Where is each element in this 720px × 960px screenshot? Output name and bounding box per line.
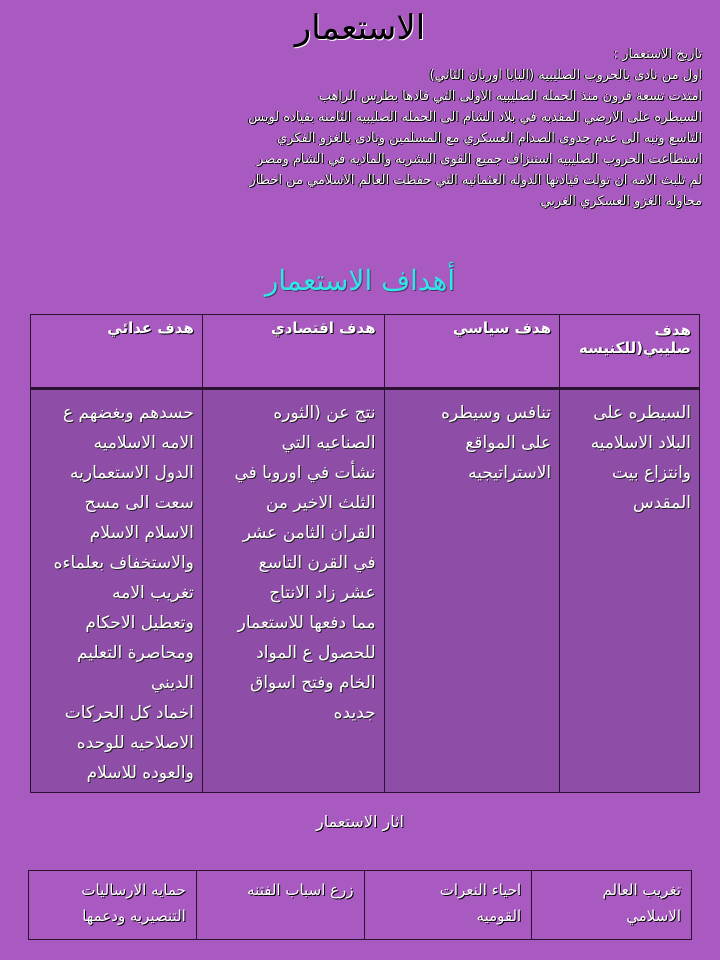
cell-line: والعوده للاسلام (86, 763, 194, 783)
effect-line: التنصيريه ودعمها (82, 907, 186, 925)
cell-line: الخام وفتح اسواق (250, 673, 376, 693)
cell-line: الثلث الاخير من (265, 493, 376, 513)
cell-line: المقدس (632, 493, 691, 513)
cell-line: السيطره على (593, 403, 691, 423)
history-line: التاسع ونبه الى عدم جدوى الصدام العسكري مع المسلمين ونادى بالغزو الفكري (276, 131, 702, 146)
cell-line: الاسلام الاسلام (89, 523, 194, 543)
history-line: اول من نادى بالحروب الصليبيه (البابا اوربان الثاني) (429, 68, 702, 83)
cell-line: سعت الى مسح (84, 493, 194, 513)
cell-political-goal (384, 389, 560, 793)
cell-line: على المواقع (465, 433, 552, 453)
history-line: لم تلبث الامه ان تولت قيادتها الدوله العثمانيه التي حفظت العالم الاسلامي من اخطار (249, 173, 702, 188)
cell-line: للحصول ع المواد (256, 643, 376, 663)
effects-heading: اثار الاستعمار (316, 812, 404, 831)
cell-line: والاستخفاف بعلماءه (53, 553, 194, 573)
effect-missionaries (29, 871, 197, 940)
cell-hostile-goal (31, 389, 203, 793)
history-line: امتدت تسعة قرون منذ الحمله الصليبيه الاولى التي قادها بطرس الراهب (318, 89, 702, 104)
cell-line: وانتزاع بيت (612, 463, 691, 483)
history-text (142, 44, 702, 212)
cell-line: جديده (333, 703, 376, 723)
cell-line: في القرن التاسع (258, 553, 376, 573)
history-line: محاوله الغزو العسكري الغربي (540, 194, 702, 209)
effect-line: تغريب العالم (602, 881, 681, 899)
effect-line: الاسلامي (626, 907, 681, 925)
cell-line: الدول الاستعماريه (70, 463, 194, 483)
cell-line: وتعطيل الاحكام (85, 613, 194, 633)
cell-line: الاستراتيجيه (468, 463, 552, 483)
goals-table (30, 314, 700, 793)
cell-line: الصناعيه التي (281, 433, 376, 453)
cell-economic-goal (202, 389, 384, 793)
effects-row (29, 871, 692, 940)
goals-heading: أهداف الاستعمار (264, 264, 456, 297)
header-hostile-goal: هدف عدائي (31, 315, 203, 389)
goals-body-row (31, 389, 700, 793)
history-line: تاريخ الاستعمار : (613, 47, 702, 62)
page-title: الاستعمار (294, 8, 426, 48)
history-line: السيطره على الارضي المقدبه في بلاد الشام الى الحمله الصليبيه الثامنه بقياده لويس (248, 110, 702, 125)
effect-nationalism (364, 871, 532, 940)
cell-line: ومحاصرة التعليم (76, 643, 194, 663)
cell-line: عشر زاد الانتاج (269, 583, 376, 603)
cell-line: تغريب الامه (112, 583, 194, 603)
header-economic-goal: هدف اقتصادي (202, 315, 384, 389)
cell-line: الامه الاسلاميه (93, 433, 194, 453)
cell-line: حسدهم وبغضهم ع (63, 403, 194, 423)
cell-line: اخماد كل الحركات (64, 703, 194, 723)
cell-line: مما دفعها للاستعمار (237, 613, 376, 633)
cell-line: الاصلاحيه للوحده (76, 733, 194, 753)
header-crusade-goal: هدف صليبي(للكنيسه (560, 315, 700, 389)
effect-sedition (196, 871, 364, 940)
cell-line: البلاد الاسلاميه (590, 433, 691, 453)
effect-line: احياء النعرات (439, 881, 522, 899)
history-line: استطاعت الحروب الصليبيه استنزاف جميع القوى البشريه والماديه في الشام ومصر (257, 152, 702, 167)
effects-table (28, 870, 692, 940)
header-political-goal: هدف سياسي (384, 315, 560, 389)
effect-line: القوميه (476, 907, 522, 925)
cell-line: نشأت في اوروبا في (234, 463, 376, 483)
cell-line: نتج عن (الثوره (273, 403, 376, 423)
effect-westernization (532, 871, 692, 940)
cell-line: القران الثامن عشر (242, 523, 376, 543)
cell-line: تنافس وسيطره (441, 403, 552, 423)
effect-line: حمايه الارساليات (81, 881, 186, 899)
cell-crusade-goal (560, 389, 700, 793)
goals-header-row (31, 315, 700, 389)
effect-line: زرع اسباب الفتنه (247, 881, 354, 899)
cell-line: الديني (151, 673, 194, 693)
